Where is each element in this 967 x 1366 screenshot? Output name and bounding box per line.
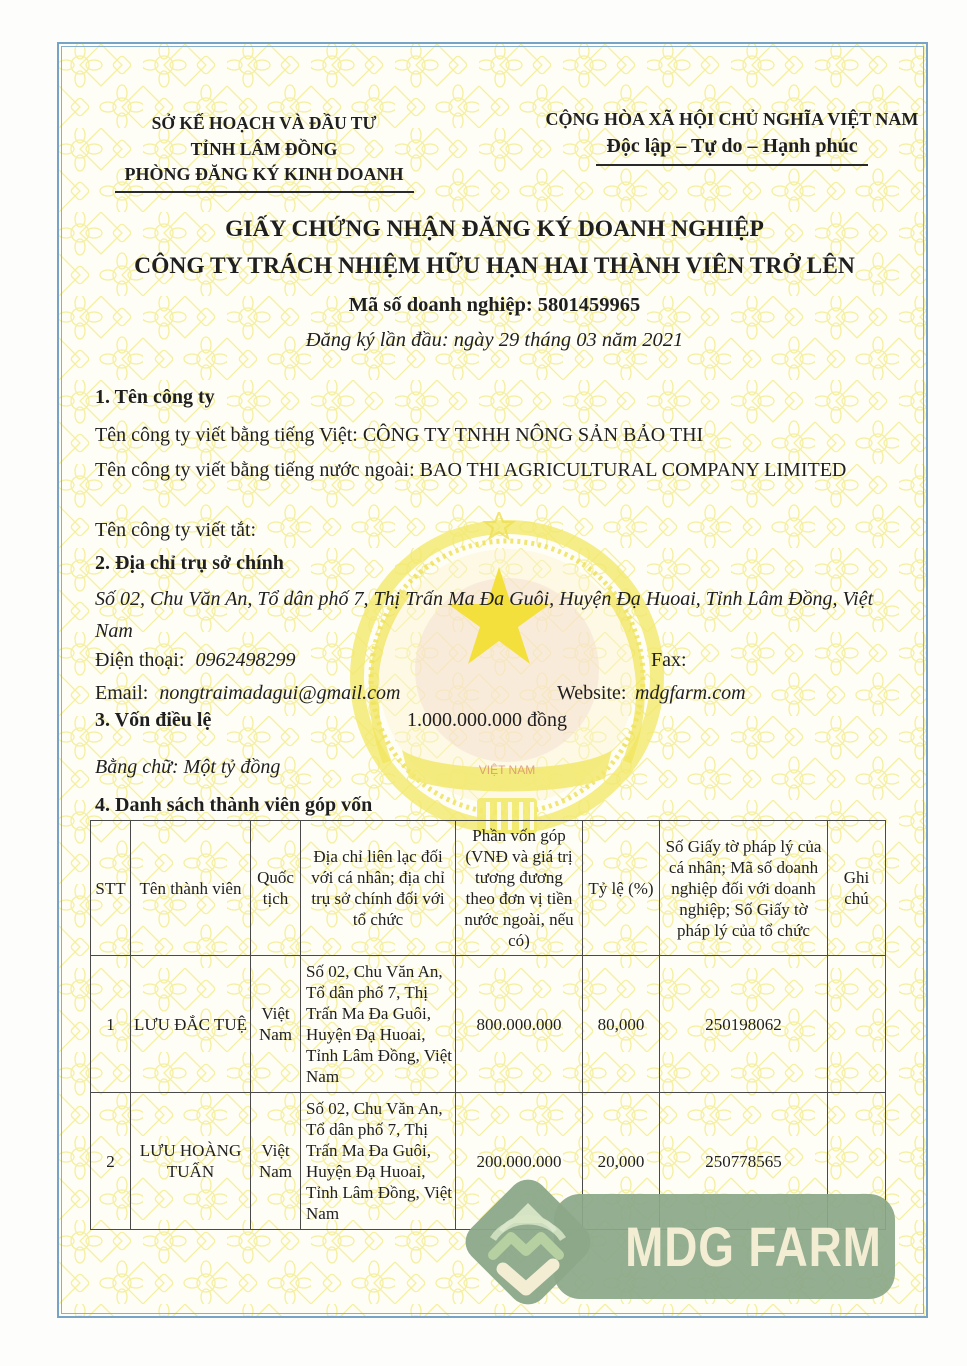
head-office-address: Số 02, Chu Văn An, Tổ dân phố 7, Thị Trấn Ma Đa Guôi, Huyện Đạ Huoai, Tỉnh Lâm Đồng, Việt Nam xyxy=(95,588,874,642)
company-name-foreign-label: Tên công ty viết bằng tiếng nước ngoài: xyxy=(95,459,415,481)
issuing-office-block xyxy=(94,110,434,193)
cell-member-name: LƯU ĐẮC TUỆ xyxy=(131,956,251,1093)
header-nationality: Quốc tịch xyxy=(251,821,301,956)
cell-capital: 800.000.000 xyxy=(456,956,583,1093)
header-contact-address: Địa chỉ liên lạc đối với cá nhân; địa chỉ trụ sở chính đối với tổ chức xyxy=(301,821,456,956)
cell-address: Số 02, Chu Văn An, Tổ dân phố 7, Thị Trấn Ma Đa Guôi, Huyện Đạ Huoai, Tỉnh Lâm Đồng, Việt Nam xyxy=(301,1093,456,1230)
section2-heading: 2. Địa chỉ trụ sở chính xyxy=(95,552,284,574)
registration-date-line: Đăng ký lần đầu: ngày 29 tháng 03 năm 2021 xyxy=(305,329,684,351)
mdg-farm-watermark xyxy=(554,1194,895,1299)
website-value: mdgfarm.com xyxy=(635,682,746,704)
national-motto: Độc lập – Tự do – Hạnh phúc xyxy=(596,133,867,166)
svg-text:VIỆT NAM: VIỆT NAM xyxy=(478,763,536,777)
mdg-farm-watermark-text: MDG FARM xyxy=(625,1215,882,1278)
company-name-foreign-value: BAO THI AGRICULTURAL COMPANY LIMITED xyxy=(419,459,847,481)
fax-label: Fax: xyxy=(651,649,687,671)
cell-nationality: Việt Nam xyxy=(251,1093,301,1230)
company-name-vn-line xyxy=(95,420,895,450)
header-legal-id: Số Giấy tờ pháp lý của cá nhân; Mã số doanh nghiệp đối với doanh nghiệp; Số Giấy tờ pháp lý của tổ chức xyxy=(660,821,828,956)
section3-heading: 3. Vốn điều lệ xyxy=(95,709,212,731)
charter-capital-words: Bằng chữ: Một tỷ đồng xyxy=(95,756,281,778)
national-motto-block xyxy=(507,106,957,166)
section1-heading: 1. Tên công ty xyxy=(95,386,215,408)
members-table-header-row xyxy=(91,821,886,956)
header-member-name: Tên thành viên xyxy=(131,821,251,956)
header-ratio: Tỷ lệ (%) xyxy=(583,821,660,956)
company-name-vn-label: Tên công ty viết bằng tiếng Việt: xyxy=(95,424,358,446)
cell-note xyxy=(828,956,886,1093)
member-row-1 xyxy=(91,956,886,1093)
charter-capital-value: 1.000.000.000 đồng xyxy=(407,709,567,731)
cell-member-name: LƯU HOÀNG TUẤN xyxy=(131,1093,251,1230)
issuer-province: TỈNH LÂM ĐỒNG xyxy=(190,139,338,159)
cell-capital: 200.000.000 xyxy=(456,1093,583,1230)
national-title: CỘNG HÒA XÃ HỘI CHỦ NGHĨA VIỆT NAM xyxy=(545,109,919,129)
cell-stt: 2 xyxy=(91,1093,131,1230)
cell-ratio: 20,000 xyxy=(583,1093,660,1230)
header-note: Ghi chú xyxy=(828,821,886,956)
enterprise-code-line: Mã số doanh nghiệp: 5801459965 xyxy=(348,294,641,316)
cell-legal-id: 250778565 xyxy=(660,1093,828,1230)
company-name-vn-value: CÔNG TY TNHH NÔNG SẢN BẢO THI xyxy=(362,424,704,446)
certificate-body xyxy=(57,42,928,1318)
company-name-foreign-line xyxy=(95,455,885,485)
cell-stt: 1 xyxy=(91,956,131,1093)
phone-label: Điện thoại: xyxy=(95,649,185,671)
certificate-title-line1: GIẤY CHỨNG NHẬN ĐĂNG KÝ DOANH NGHIỆP xyxy=(225,216,764,242)
email-website-row xyxy=(95,678,905,708)
cell-nationality: Việt Nam xyxy=(251,956,301,1093)
email-label: Email: xyxy=(95,682,149,704)
header-stt: STT xyxy=(91,821,131,956)
certificate-title-line2: CÔNG TY TRÁCH NHIỆM HỮU HẠN HAI THÀNH VIÊN TRỞ LÊN xyxy=(134,253,855,279)
cell-address: Số 02, Chu Văn An, Tổ dân phố 7, Thị Trấn Ma Đa Guôi, Huyện Đạ Huoai, Tỉnh Lâm Đồng, Việt Nam xyxy=(301,956,456,1093)
issuer-department: SỞ KẾ HOẠCH VÀ ĐẦU TƯ xyxy=(151,113,377,133)
mountain-logo-icon xyxy=(463,1177,593,1307)
cell-ratio: 80,000 xyxy=(583,956,660,1093)
issuer-office: PHÒNG ĐĂNG KÝ KINH DOANH xyxy=(115,162,414,193)
email-value: nongtraimadagui@gmail.com xyxy=(159,682,401,704)
website-label: Website: xyxy=(557,682,627,704)
members-table xyxy=(90,820,886,1230)
charter-capital-row xyxy=(95,705,905,735)
section4-heading: 4. Danh sách thành viên góp vốn xyxy=(95,794,373,816)
header-capital-contribution: Phần vốn góp (VNĐ và giá trị tương đương theo đơn vị tiền nước ngoài, nếu có) xyxy=(456,821,583,956)
cell-legal-id: 250198062 xyxy=(660,956,828,1093)
phone-fax-row xyxy=(95,645,905,675)
company-name-abbr-label: Tên công ty viết tắt: xyxy=(95,519,257,541)
phone-value: 0962498299 xyxy=(195,649,296,671)
